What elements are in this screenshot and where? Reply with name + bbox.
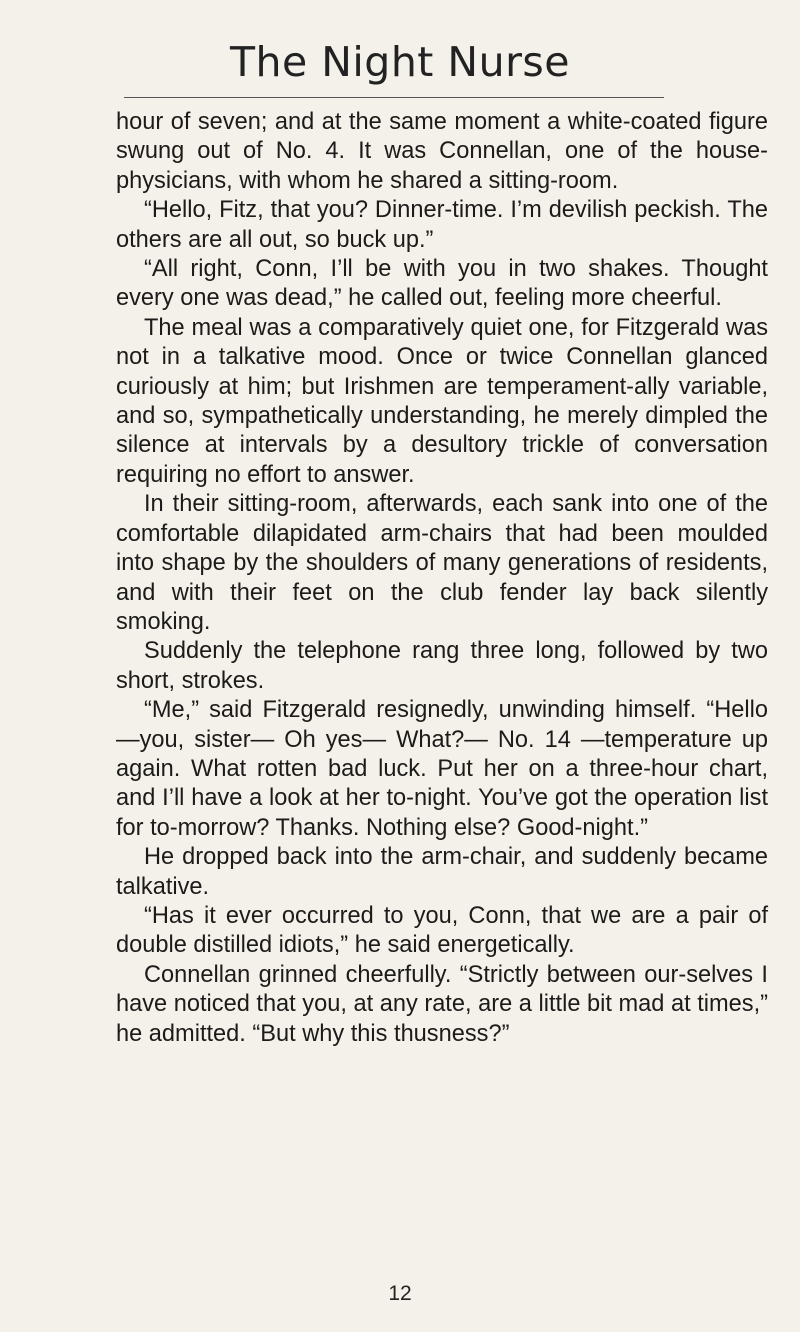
paragraph: “Hello, Fitz, that you? Dinner-time. I’m devilish peckish. The others are all out, so buck up.” — [116, 197, 768, 253]
running-head: The Night Nurse — [229, 38, 571, 86]
header-rule — [124, 97, 664, 98]
paragraph: The meal was a comparatively quiet one, for Fitzgerald was not in a talkative mood. Once or twice Connellan glanced curiously at him; but Irishmen are temperament-ally variable, and so, sympathetically understanding, he merely dimpled the silence at intervals by a desultory trickle of conversation requiring no effort to answer. — [116, 314, 768, 488]
paragraph: hour of seven; and at the same moment a white-coated figure swung out of No. 4. It was Connellan, one of the house-physicians, with whom he shared a sitting-room. — [116, 109, 768, 194]
paragraph: Connellan grinned cheerfully. “Strictly between our-selves I have noticed that you, at any rate, are a little bit mad at times,” he admitted. “But why this thusness?” — [116, 961, 768, 1047]
paragraph: “Me,” said Fitzgerald resignedly, unwinding himself. “Hello—you, sister— Oh yes— What?— No. 14 —temperature up again. What rotten bad luck. Put her on a three-hour chart, and I’ll have a look at her to-night. You’ve got the operation list for to-morrow? Thanks. Nothing else? Good-night.” — [116, 697, 768, 841]
paragraph: In their sitting-room, afterwards, each sank into one of the comfortable dilapidated arm-chairs that had been moulded into shape by the shoulders of many generations of residents, and with their feet on the club fender lay back silently smoking. — [116, 491, 768, 635]
paragraph: Suddenly the telephone rang three long, followed by two short, strokes. — [116, 638, 768, 694]
body-text — [116, 108, 768, 1049]
paragraph: He dropped back into the arm-chair, and suddenly became talkative. — [116, 844, 768, 900]
paragraph: “All right, Conn, I’ll be with you in two shakes. Thought every one was dead,” he called out, feeling more cheerful. — [116, 256, 768, 312]
page-number: 12 — [388, 1282, 412, 1305]
paragraph: “Has it ever occurred to you, Conn, that we are a pair of double distilled idiots,” he said energetically. — [116, 902, 768, 959]
